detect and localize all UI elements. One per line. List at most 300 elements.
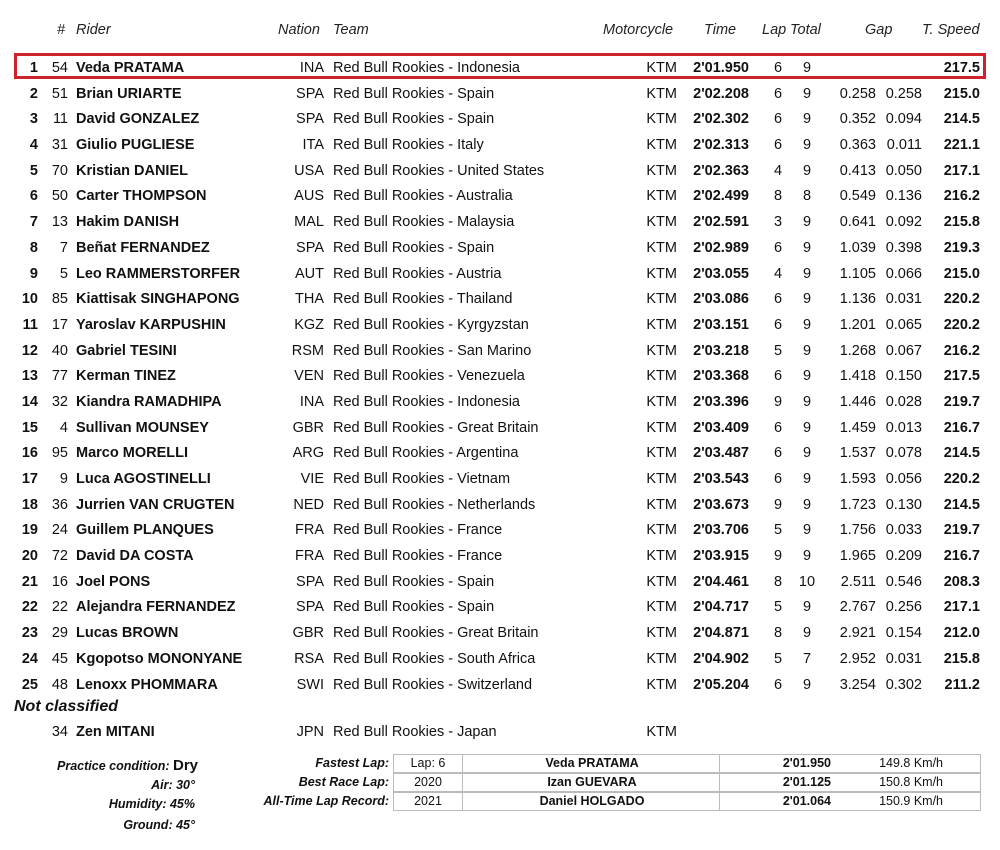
position: 5 [29,162,38,179]
gap-previous: 0.056 [885,471,922,487]
lap-total: 9 [802,522,812,539]
rider-motorcycle: KTM [646,445,677,462]
lap-total: 9 [802,599,812,616]
rider-name: David GONZALEZ [76,111,200,128]
top-speed: 208.3 [943,573,980,590]
lap-number: 3 [773,214,783,231]
top-speed: 217.5 [943,60,980,76]
lap-total: 9 [802,445,812,462]
lap-time: 2'03.409 [693,419,749,436]
practice-condition [57,757,198,774]
table-row [0,720,1000,746]
gap-previous: 0.154 [885,625,922,642]
rider-number: 72 [51,548,68,565]
rider-motorcycle: KTM [646,265,677,282]
lap-number: 6 [773,291,783,308]
gap-previous: 0.130 [885,496,922,513]
position: 24 [21,650,38,667]
position: 14 [21,393,38,410]
rider-team: Red Bull Rookies - Kyrgyzstan [333,316,529,333]
rider-motorcycle: KTM [646,368,677,385]
rider-name: Veda PRATAMA [76,60,185,76]
rider-team: Red Bull Rookies - Indonesia [333,393,520,410]
rider-team: Red Bull Rookies - Spain [333,85,495,102]
position: 8 [29,239,38,256]
rider-name: Marco MORELLI [76,445,188,462]
position: 2 [29,85,38,102]
rider-nation: RSA [294,650,324,667]
rider-nation: SWI [296,676,324,693]
lap-total: 9 [802,419,812,436]
lap-number: 8 [773,625,783,642]
top-speed: 215.0 [943,85,980,102]
gap-first: 1.965 [839,548,876,565]
top-speed: 211.2 [944,676,980,693]
rider-nation: GBR [292,419,324,436]
practice-condition-label: Practice condition: [57,759,170,773]
rider-nation: VEN [294,368,324,385]
record-speed: 150.9 Km/h [879,794,943,808]
gap-first: 1.268 [839,342,876,359]
top-speed: 215.8 [943,650,980,667]
gap-previous: 0.092 [885,214,922,231]
rider-team: Red Bull Rookies - Switzerland [333,676,533,693]
lap-number: 4 [773,265,783,282]
rider-motorcycle: KTM [646,522,677,539]
gap-previous: 0.258 [885,85,922,102]
lap-number: 6 [773,368,783,385]
rider-nation: SPA [296,85,324,102]
rider-motorcycle: KTM [646,471,677,487]
gap-previous: 0.011 [886,137,922,154]
lap-number: 9 [773,548,783,565]
rider-motorcycle: KTM [646,496,677,513]
gap-first: 0.258 [839,85,876,102]
air-label: Air: [151,778,173,792]
rider-number: 48 [51,676,68,693]
rider-team: Red Bull Rookies - Italy [333,137,484,154]
position: 21 [21,573,38,590]
lap-total: 9 [802,239,812,256]
rider-motorcycle: KTM [646,548,677,565]
rider-team: Red Bull Rookies - Spain [333,573,495,590]
gap-previous: 0.546 [885,573,922,590]
top-speed: 214.5 [943,111,980,128]
humidity-label: Humidity: [108,797,167,811]
rider-nation: NED [293,496,324,513]
table-row [0,339,1000,365]
rider-number: 7 [59,239,68,256]
top-speed: 216.7 [943,548,980,565]
rider-number: 11 [52,111,68,128]
lap-total: 9 [802,496,812,513]
lap-number: 6 [773,419,783,436]
rider-team: Red Bull Rookies - San Marino [333,342,532,359]
gap-previous: 0.031 [885,650,922,667]
rider-team: Red Bull Rookies - Argentina [333,445,519,462]
lap-time: 2'02.302 [693,111,749,128]
top-speed: 220.2 [943,316,980,333]
gap-previous: 0.256 [885,599,922,616]
rider-name: Joel PONS [76,573,151,590]
position: 1 [29,60,38,76]
humidity-condition [90,797,195,811]
table-row [0,56,1000,82]
lap-total: 9 [802,111,812,128]
top-speed: 215.0 [943,265,980,282]
gap-first: 2.511 [840,573,876,590]
practice-condition-value: Dry [173,757,199,774]
record-rider: Veda PRATAMA [545,756,639,770]
top-speed: 219.7 [943,522,980,539]
gap-previous: 0.065 [885,316,922,333]
rider-team: Red Bull Rookies - Spain [333,111,495,128]
rider-nation: INA [299,393,324,410]
rider-name: Giulio PUGLIESE [76,137,195,154]
header-time: Time [704,22,737,38]
record-lap: Lap: 6 [410,756,446,770]
lap-time: 2'03.706 [693,522,749,539]
gap-first: 1.459 [839,419,876,436]
lap-number: 6 [773,60,783,76]
table-row [0,441,1000,467]
lap-time: 2'04.871 [693,625,749,642]
rider-team: Red Bull Rookies - Malaysia [333,214,515,231]
lap-time: 2'03.673 [693,496,749,513]
rider-name: Kristian DANIEL [76,162,188,179]
lap-total: 9 [802,471,812,487]
gap-previous: 0.209 [885,548,922,565]
header-rider: Rider [76,22,111,38]
lap-number: 4 [773,162,783,179]
gap-first: 0.641 [839,214,876,231]
lap-time: 2'02.499 [693,188,749,205]
rider-nation: SPA [296,573,324,590]
rider-nation: JPN [296,724,324,740]
header-speed: T. Speed [922,22,980,38]
rider-nation: KGZ [294,316,324,333]
lap-total: 9 [802,291,812,308]
table-row [0,673,1000,699]
record-label: All-Time Lap Record: [263,794,389,808]
gap-first: 2.767 [839,599,876,616]
gap-first: 1.446 [839,393,876,410]
lap-time: 2'04.902 [693,650,749,667]
rider-team: Red Bull Rookies - Spain [333,239,495,256]
gap-previous: 0.398 [885,239,922,256]
lap-time: 2'03.543 [693,471,749,487]
lap-number: 9 [773,393,783,410]
position: 7 [29,214,38,231]
rider-motorcycle: KTM [646,599,677,616]
rider-motorcycle: KTM [646,85,677,102]
rider-name: Kiandra RAMADHIPA [76,393,222,410]
table-row [0,544,1000,570]
rider-name: Hakim DANISH [76,214,180,231]
rider-nation: GBR [292,625,324,642]
lap-total: 10 [798,573,816,590]
lap-total: 9 [802,393,812,410]
header-team: Team [333,22,369,38]
not-classified-row [0,720,1000,746]
lap-time: 2'04.717 [693,599,749,616]
rider-number: 51 [51,85,68,102]
rider-motorcycle: KTM [646,342,677,359]
gap-previous: 0.028 [885,393,922,410]
gap-previous: 0.013 [885,419,922,436]
record-lap: 2020 [414,775,442,789]
table-row [0,621,1000,647]
top-speed: 216.2 [943,188,980,205]
table-row [0,595,1000,621]
rider-nation: VIE [300,471,324,487]
record-rider: Izan GUEVARA [547,775,637,789]
rider-name: David DA COSTA [76,548,194,565]
rider-motorcycle: KTM [646,291,677,308]
rider-name: Zen MITANI [76,724,155,740]
top-speed: 216.7 [943,419,980,436]
record-time: 2'01.950 [782,756,831,770]
table-row [0,133,1000,159]
gap-previous: 0.050 [885,162,922,179]
position: 15 [21,419,38,436]
gap-previous: 0.094 [885,111,922,128]
rider-name: Beñat FERNANDEZ [76,239,210,256]
rider-number: 9 [59,471,68,487]
gap-first: 1.756 [839,522,876,539]
rider-name: Alejandra FERNANDEZ [76,599,236,616]
position: 18 [21,496,38,513]
gap-first: 0.549 [839,188,876,205]
rider-nation: ITA [302,137,324,154]
header-total: Total [790,22,821,38]
header-gap: Gap [865,22,893,38]
lap-number: 6 [773,137,783,154]
record-lap: 2021 [414,794,442,808]
rider-name: Brian URIARTE [76,85,182,102]
lap-time: 2'03.086 [693,291,749,308]
rider-nation: THA [295,291,324,308]
position: 19 [21,522,38,539]
rider-nation: RSM [291,342,324,359]
record-rider: Daniel HOLGADO [539,794,645,808]
rider-number: 50 [51,188,68,205]
record-time: 2'01.125 [782,775,831,789]
position: 17 [21,471,38,487]
rider-name: Kiattisak SINGHAPONG [76,291,240,308]
rider-number: 36 [51,496,68,513]
record-time: 2'01.064 [782,794,831,808]
rider-number: 24 [51,522,68,539]
lap-number: 5 [773,342,783,359]
humidity-value: 45% [169,797,195,811]
rider-number: 77 [51,368,68,385]
gap-first: 1.537 [839,445,876,462]
record-speed: 149.8 Km/h [879,756,943,770]
lap-time: 2'03.151 [693,316,749,333]
gap-previous: 0.066 [885,265,922,282]
rider-number: 40 [51,342,68,359]
record-speed: 150.8 Km/h [879,775,943,789]
rider-name: Leo RAMMERSTORFER [76,265,241,282]
lap-time: 2'03.368 [693,368,749,385]
rider-nation: FRA [295,522,324,539]
position: 4 [29,137,38,154]
gap-first: 1.201 [839,316,876,333]
lap-time: 2'03.055 [693,265,749,282]
table-row [0,313,1000,339]
gap-first: 3.254 [839,676,876,693]
rider-nation: SPA [296,239,324,256]
table-row [0,236,1000,262]
table-row [0,647,1000,673]
lap-total: 9 [802,137,812,154]
rider-number: 95 [51,445,68,462]
rider-number: 29 [51,625,68,642]
lap-number: 6 [773,676,783,693]
rider-motorcycle: KTM [646,393,677,410]
gap-first: 1.136 [839,291,876,308]
lap-time: 2'03.396 [693,393,749,410]
rider-name: Jurrien VAN CRUGTEN [76,496,235,513]
lap-total: 9 [802,368,812,385]
lap-time: 2'05.204 [693,676,749,693]
gap-first: 1.418 [839,368,876,385]
table-row [0,210,1000,236]
rider-motorcycle: KTM [646,239,677,256]
rider-number: 32 [51,393,68,410]
table-row [0,262,1000,288]
gap-previous: 0.033 [885,522,922,539]
rider-team: Red Bull Rookies - Austria [333,265,502,282]
rider-nation: MAL [294,214,324,231]
position: 11 [22,316,38,333]
rider-name: Luca AGOSTINELLI [76,471,211,487]
position: 9 [29,265,38,282]
lap-time: 2'03.487 [693,445,749,462]
rider-name: Lenoxx PHOMMARA [76,676,218,693]
table-row [0,82,1000,108]
rider-number: 16 [51,573,68,590]
gap-previous: 0.067 [885,342,922,359]
lap-total: 9 [802,625,812,642]
rider-motorcycle: KTM [646,137,677,154]
rider-team: Red Bull Rookies - United States [333,162,545,179]
top-speed: 219.7 [943,393,980,410]
rider-team: Red Bull Rookies - France [333,548,503,565]
rider-team: Red Bull Rookies - South Africa [333,650,536,667]
position: 6 [29,188,38,205]
record-row [263,773,953,792]
table-row [0,390,1000,416]
rider-team: Red Bull Rookies - Indonesia [333,60,520,76]
lap-total: 8 [802,188,812,205]
rider-motorcycle: KTM [646,724,677,740]
position: 25 [21,676,38,693]
lap-total: 9 [802,162,812,179]
rider-number: 45 [51,650,68,667]
top-speed: 212.0 [943,625,980,642]
rider-motorcycle: KTM [646,419,677,436]
top-speed: 220.2 [943,471,980,487]
records-table [263,754,953,811]
lap-total: 9 [802,60,812,76]
top-speed: 217.1 [943,599,980,616]
rider-nation: USA [294,162,324,179]
rider-number: 70 [51,162,68,179]
rider-name: Yaroslav KARPUSHIN [76,316,226,333]
lap-total: 9 [802,265,812,282]
rider-team: Red Bull Rookies - Japan [333,724,497,740]
lap-number: 6 [773,445,783,462]
record-label: Fastest Lap: [315,756,389,770]
table-row [0,467,1000,493]
lap-time: 2'02.363 [693,162,749,179]
gap-first: 2.952 [839,650,876,667]
rider-nation: INA [299,60,324,76]
record-row [263,754,953,773]
gap-previous: 0.078 [885,445,922,462]
top-speed: 217.5 [943,368,980,385]
rider-team: Red Bull Rookies - Spain [333,599,495,616]
top-speed: 219.3 [943,239,980,256]
table-row [0,570,1000,596]
table-row [0,518,1000,544]
table-row [0,159,1000,185]
air-condition [90,778,195,792]
gap-first: 2.921 [839,625,876,642]
top-speed: 216.2 [943,342,980,359]
lap-number: 6 [773,316,783,333]
table-row [0,364,1000,390]
rider-number: 34 [51,724,68,740]
rider-team: Red Bull Rookies - Vietnam [333,471,511,487]
ground-label: Ground: [123,818,173,832]
rider-team: Red Bull Rookies - Netherlands [333,496,536,513]
position: 13 [21,368,38,385]
table-row [0,493,1000,519]
air-value: 30° [176,778,195,792]
rider-name: Kgopotso MONONYANE [76,650,243,667]
position: 20 [21,548,38,565]
rider-motorcycle: KTM [646,650,677,667]
rider-name: Kerman TINEZ [76,368,176,385]
rider-number: 13 [51,214,68,231]
lap-number: 6 [773,471,783,487]
rider-name: Carter THOMPSON [76,188,207,205]
lap-number: 5 [773,650,783,667]
rider-team: Red Bull Rookies - Thailand [333,291,513,308]
rider-number: 22 [51,599,68,616]
gap-first: 0.352 [839,111,876,128]
rider-motorcycle: KTM [646,214,677,231]
table-header [0,22,1000,42]
top-speed: 215.8 [943,214,980,231]
lap-number: 9 [773,496,783,513]
rider-number: 54 [51,60,68,76]
lap-time: 2'01.950 [693,60,749,76]
rider-number: 4 [59,419,68,436]
top-speed: 214.5 [943,445,980,462]
lap-number: 8 [773,573,783,590]
lap-time: 2'02.208 [693,85,749,102]
lap-number: 6 [773,85,783,102]
top-speed: 220.2 [943,291,980,308]
header-motorcycle: Motorcycle [603,22,674,38]
rider-team: Red Bull Rookies - Australia [333,188,513,205]
rider-motorcycle: KTM [646,316,677,333]
lap-total: 9 [802,85,812,102]
